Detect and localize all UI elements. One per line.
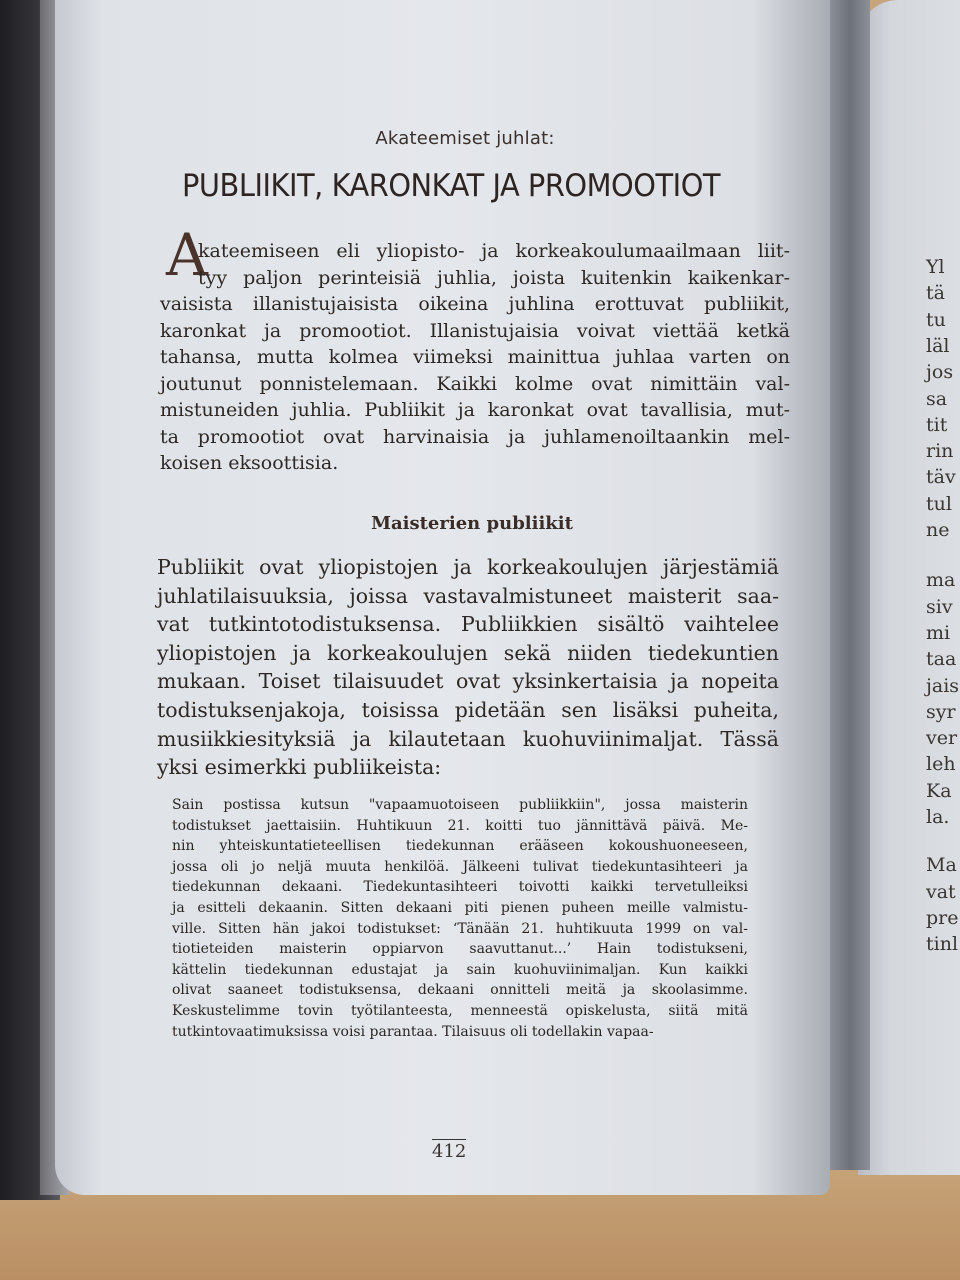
text-line: kättelin tiedekunnan edustajat ja sain kuohuviinimaljan. Kun kaikki [172, 961, 748, 978]
text-line: tahansa, mutta kolmea viimeksi mainittua juhlaa varten on [160, 346, 790, 368]
right-page-fragment: tul [926, 492, 952, 515]
right-page-fragment: ma [926, 569, 956, 592]
text-line: Publiikit ovat yliopistojen ja korkeakoulujen järjestämiä [157, 555, 779, 579]
right-page-fragment: tä [926, 282, 945, 305]
text-line: vat tutkintotodistuksensa. Publiikkien sisältö vaihtelee [157, 612, 779, 637]
text-line: Keskustelimme tovin työtilanteesta, menneestä opiskelusta, siitä mitä [172, 1003, 748, 1019]
chapter-title: PUBLIIKIT, KARONKAT JA PROMOOTIOT [182, 168, 721, 204]
text-line: karonkat ja promootiot. Illanistujaisia voivat viettää ketkä [160, 319, 790, 342]
right-page-fragment: la. [926, 806, 950, 828]
right-page-fragment: Ma [926, 854, 957, 877]
right-page-fragment: täv [926, 466, 956, 489]
text-line: tutkintovaatimuksissa voisi parantaa. Tilaisuus oli todellakin vapaa- [172, 1023, 654, 1040]
text-line: todistukset jaettaisiin. Huhtikuun 21. koitti tuo jännittävä päivä. Me- [172, 817, 748, 834]
text-line: nin yhteiskuntatieteellisen tiedekunnan erääseen kokoushuoneeseen, [172, 838, 748, 855]
right-page-fragment: leh [926, 753, 956, 776]
right-page-fragment: taa [926, 648, 957, 671]
text-line: jossa oli jo neljä muuta henkilöä. Jälkeeni tulivat tiedekuntasihteeri ja [172, 858, 748, 875]
right-page-fragment: läl [926, 334, 950, 357]
text-line: tiotieteiden maisterin oppiarvon saavuttanut...’ Hain todistukseni, [172, 941, 748, 958]
right-page-fragment: jos [926, 361, 954, 384]
text-line: ville. Sitten hän jakoi todistukset: ‘Tänään 21. huhtikuuta 1999 on val- [172, 920, 748, 937]
right-page-fragment: ver [926, 727, 958, 750]
right-page-fragment: vat [926, 880, 956, 903]
text-line: ta promootiot ovat harvinaisia ja juhlamenoiltaankin mel- [160, 425, 790, 448]
drop-cap: A [166, 221, 208, 289]
text-line: mistuneiden juhlia. Publiikit ja karonkat ovat tavallisia, mut- [160, 399, 790, 421]
right-page-fragment: rin [926, 440, 954, 463]
text-line: yksi esimerkki publiikeista: [157, 755, 442, 780]
right-page-fragment: sa [926, 387, 948, 410]
text-line: tyy paljon perinteisiä juhlia, joista kuitenkin kaikenkar- [198, 266, 790, 289]
text-line: juhlatilaisuuksia, joissa vastavalmistuneet maisterit saa- [157, 583, 779, 608]
right-page-fragment: syr [926, 700, 956, 723]
text-line: olivat saaneet todistuksensa, dekaani onnitteli meitä ja skoolasimme. [172, 982, 748, 999]
right-page-fragment: tinl [926, 933, 959, 956]
text-line: kateemiseen eli yliopisto- ja korkeakoulumaailmaan liit- [198, 240, 790, 262]
right-page-fragment: Ka [926, 779, 952, 802]
right-page-fragment: jais [926, 674, 960, 697]
text-line: mukaan. Toiset tilaisuudet ovat yksinkertaisia ja nopeita [157, 669, 779, 694]
text-line: ja esitteli dekaanin. Sitten dekaani piti pienen puheen meille valmistu- [172, 900, 748, 916]
page-number: 412 [432, 1141, 467, 1162]
right-page-fragment: pre [926, 906, 959, 929]
text-line: tiedekunnan dekaani. Tiedekuntasihteeri toivotti kaikki tervetulleiksi [172, 879, 748, 896]
right-page-fragment: tu [926, 308, 946, 331]
text-line: yliopistojen ja korkeakoulujen sekä niiden tiedekuntien [157, 640, 779, 665]
text-line: koisen eksoottisia. [160, 452, 339, 474]
text-line: vaisista illanistujaisista oikeina juhlina erottuvat publiikit, [160, 293, 790, 315]
right-page-fragment: mi [926, 621, 951, 644]
right-page-fragment: ne [926, 519, 950, 541]
text-line: joutunut ponnistelemaan. Kaikki kolme ovat nimittäin val- [160, 372, 790, 395]
text-line: Sain postissa kutsun "vapaamuotoiseen publiikkiin", jossa maisterin [172, 797, 748, 813]
text-line: todistuksenjakoja, toisissa pidetään sen lisäksi puheita, [157, 698, 779, 722]
right-page-fragment: siv [926, 595, 953, 618]
subheading: Maisterien publiikit [371, 513, 573, 534]
right-page-fragment: Yl [926, 256, 945, 278]
text-line: musiikkiesityksiä ja kilautetaan kuohuviinimaljat. Tässä [157, 726, 779, 751]
section-label: Akateemiset juhlat: [375, 128, 555, 149]
right-page-fragment: tit [926, 413, 948, 436]
